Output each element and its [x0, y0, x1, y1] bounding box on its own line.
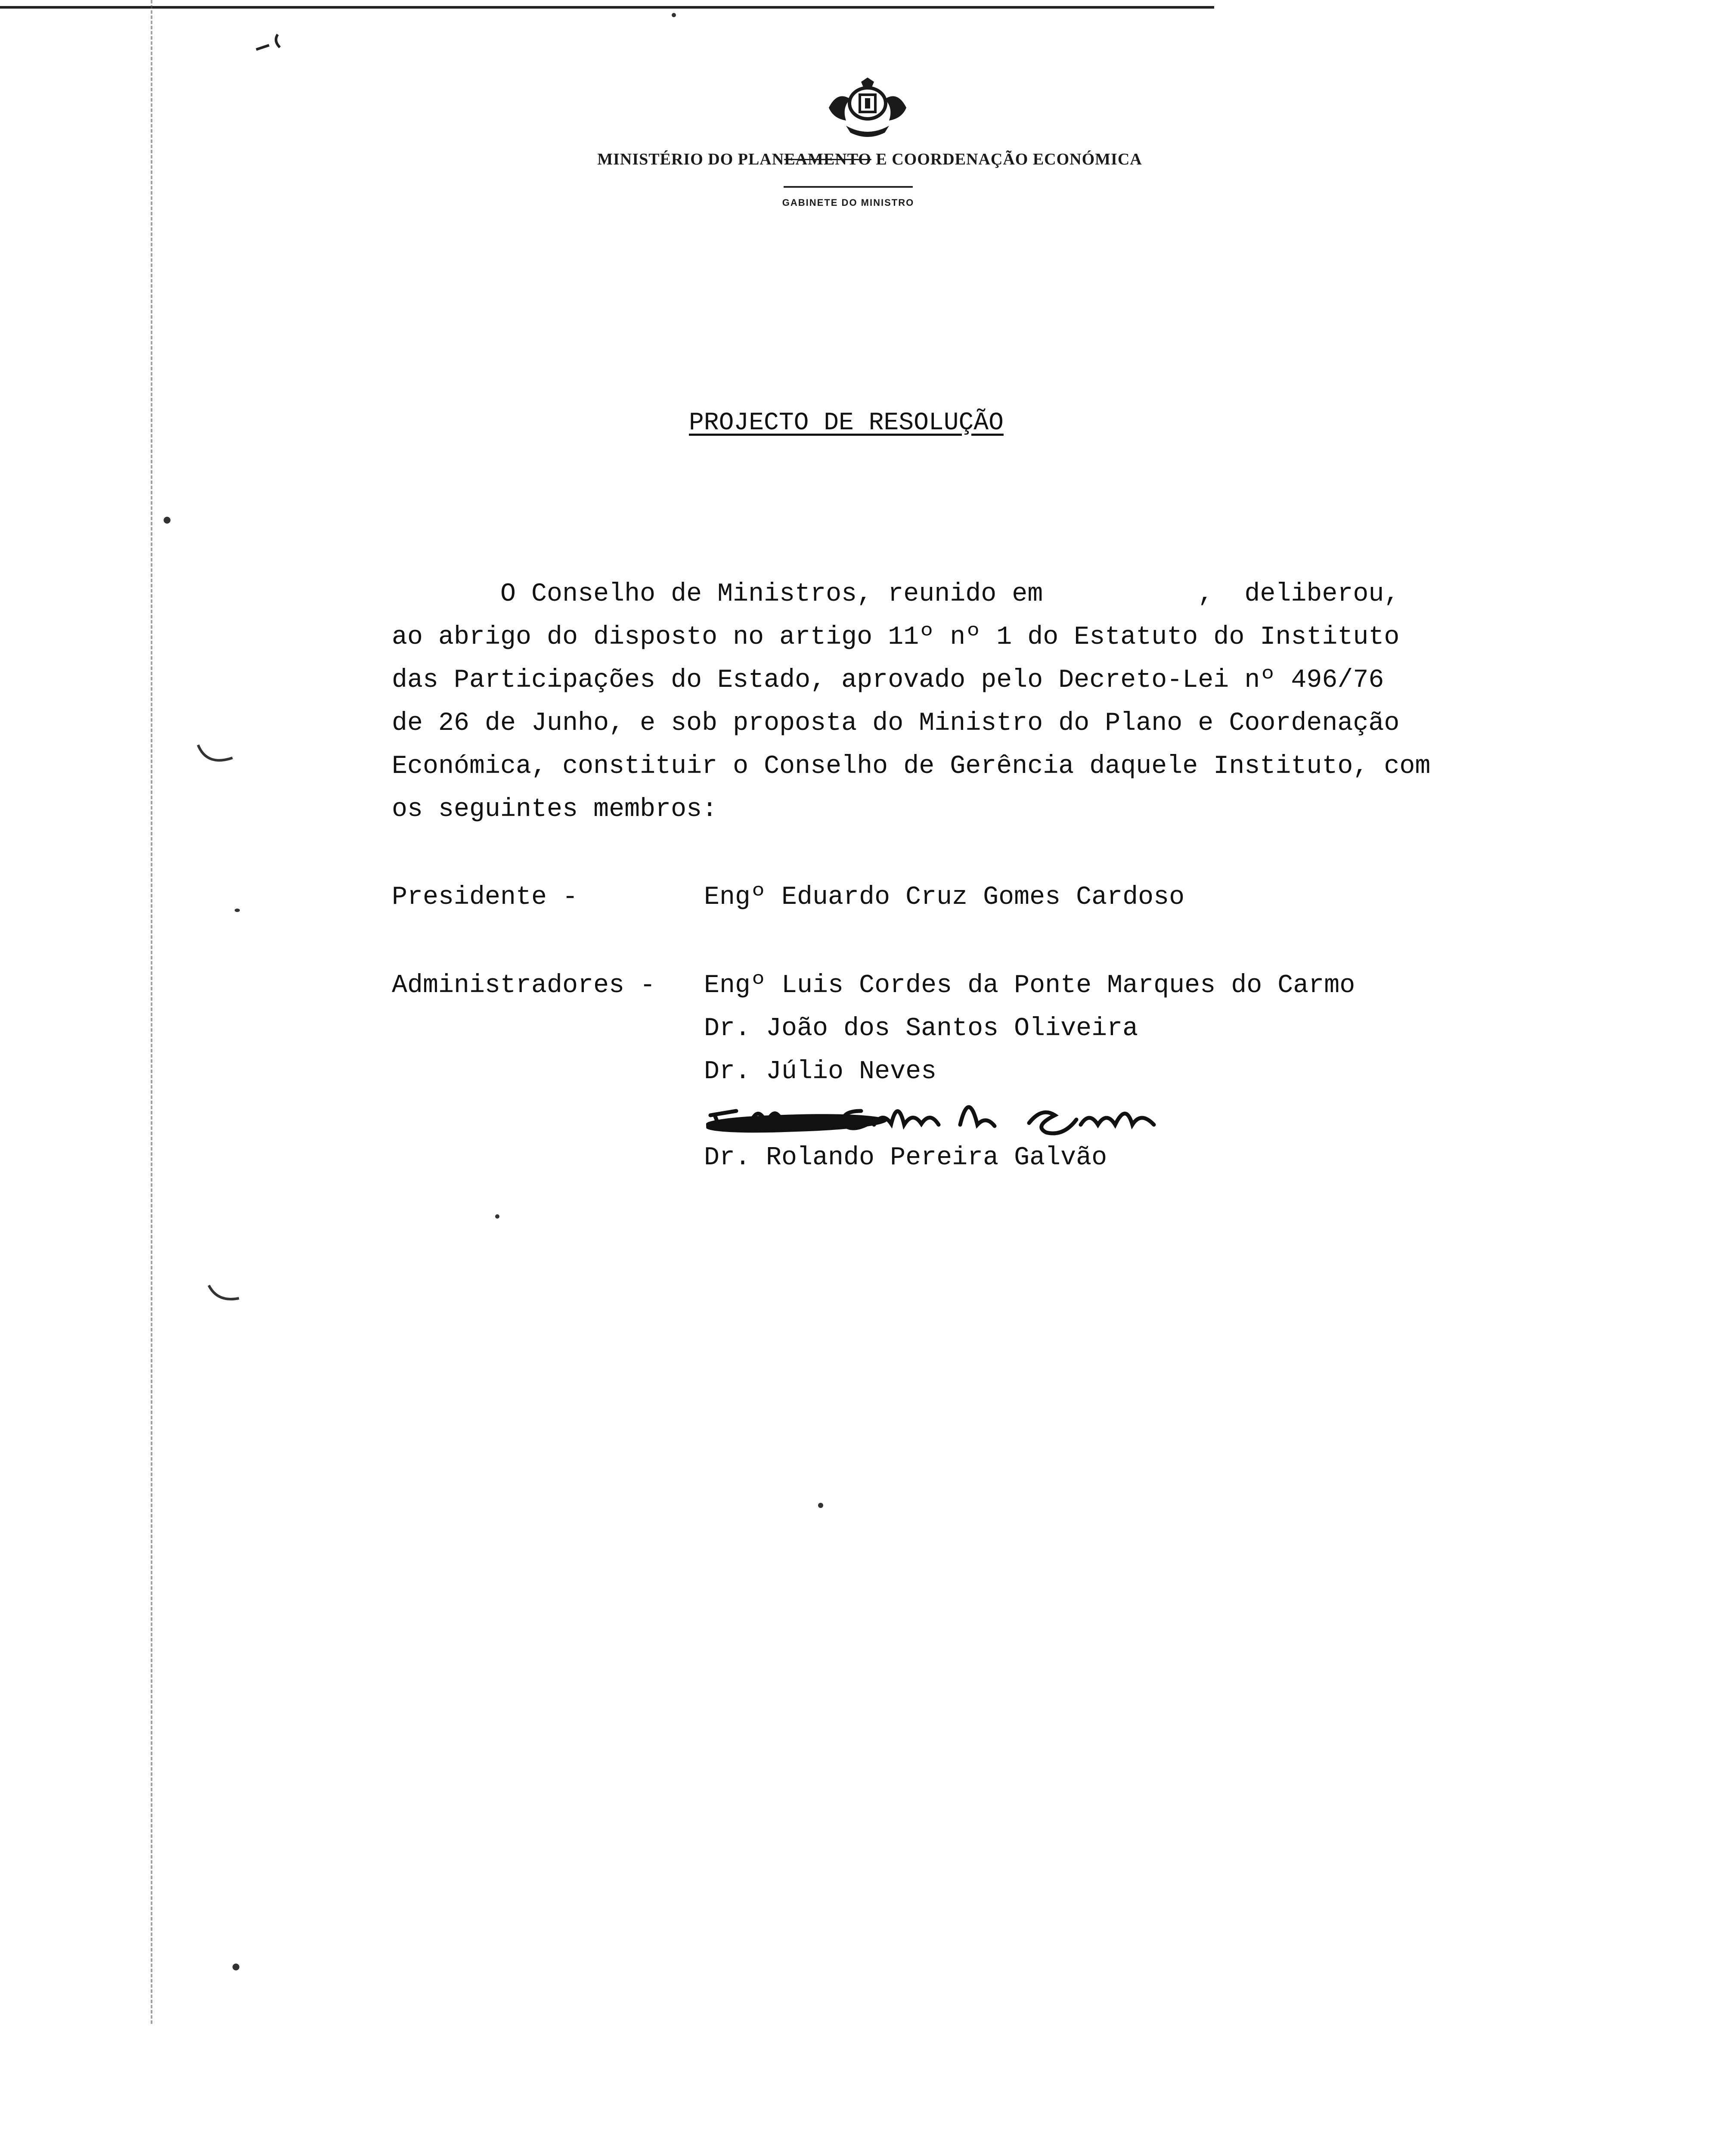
administrator-name: Dr. Júlio Neves: [704, 1057, 937, 1086]
cabinet-label: GABINETE DO MINISTRO: [782, 197, 914, 208]
ministry-struck-text: EAMENTO: [784, 150, 871, 168]
scan-speck: [818, 1503, 823, 1508]
paragraph-line: ao abrigo do disposto no artigo 11º nº 1 do Estatuto do Instituto: [392, 623, 1400, 652]
administrator-name: Engº Luis Cordes da Ponte Marques do Carmo: [704, 971, 1355, 1000]
paragraph-line: os seguintes membros:: [392, 795, 718, 824]
margin-mark: [194, 741, 237, 771]
paragraph-line: O Conselho de Ministros, reunido em , deliberou,: [392, 580, 1400, 609]
president-name: Engº Eduardo Cruz Gomes Cardoso: [704, 883, 1185, 912]
scan-speck: [235, 909, 240, 912]
administrator-name: Dr. João dos Santos Oliveira: [704, 1014, 1138, 1043]
margin-mark: [254, 26, 288, 56]
president-role: Presidente -: [392, 883, 594, 912]
scan-speck: [495, 1214, 499, 1219]
scan-speck: [164, 517, 170, 524]
document-title: PROJECTO DE RESOLUÇÃO: [689, 409, 1004, 437]
administrator-name: Dr. Rolando Pereira Galvão: [704, 1143, 1107, 1173]
paragraph-line: das Participações do Estado, aprovado pelo Decreto-Lei nº 496/76: [392, 666, 1384, 695]
scan-speck: [232, 1964, 239, 1970]
resolution-paragraph: [392, 573, 1431, 874]
scan-speck: [672, 13, 676, 17]
administrators-role: Administradores -: [392, 971, 671, 1000]
scan-left-edge: [151, 0, 152, 2024]
ministry-heading: MINISTÉRIO DO PLANEAMENTO E COORDENAÇÃO ECONÓMICA: [597, 150, 1142, 168]
paragraph-line: Económica, constituir o Conselho de Gerência daquele Instituto, com: [392, 752, 1431, 781]
header-divider: [784, 186, 913, 188]
paragraph-line: de 26 de Junho, e sob proposta do Ministro do Plano e Coordenação: [392, 709, 1400, 738]
margin-mark: [205, 1281, 243, 1307]
coat-of-arms-icon: [820, 78, 915, 142]
scan-top-border: [0, 6, 1214, 9]
